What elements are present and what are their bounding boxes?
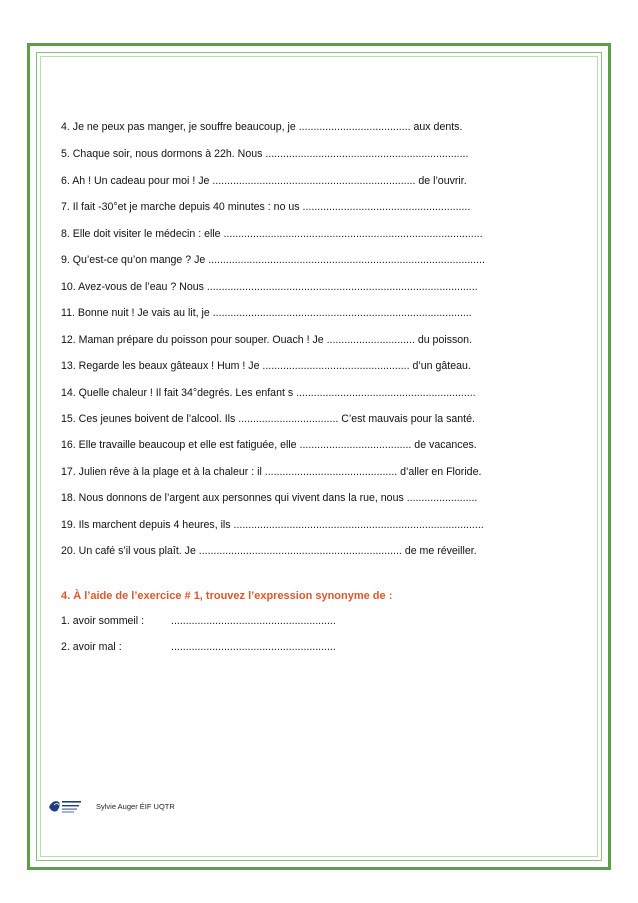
sentence-17: 17. Julien rêve à la plage et à la chaleur : il ............................................. d’aller en Floride. (61, 466, 482, 478)
sentence-12: 12. Maman prépare du poisson pour souper. Ouach ! Je .............................. du poisson. (61, 334, 473, 346)
synonym-item-1-label: 1. avoir sommeil : (61, 615, 145, 627)
footer-author: Sylvie Auger ÉIF UQTR (96, 802, 175, 811)
sentence-8: 8. Elle doit visiter le médecin : elle ........................................................................................ (61, 228, 483, 240)
sentence-20: 20. Un café s’il vous plaît. Je ..................................................................... de me réveiller. (61, 545, 477, 557)
synonym-item-1-blank: ........................................................ (171, 615, 336, 627)
sentence-7: 7. Il fait -30°et je marche depuis 40 minutes : no us ......................................................... (61, 201, 471, 213)
sentence-10: 10. Avez-vous de l’eau ? Nous ............................................................................................ (61, 281, 478, 293)
sentence-14: 14. Quelle chaleur ! Il fait 34°degrés. Les enfant s ............................................................. (61, 387, 476, 399)
sentence-9: 9. Qu’est-ce qu’on mange ? Je .............................................................................................. (61, 254, 485, 266)
sentence-16: 16. Elle travaille beaucoup et elle est fatiguée, elle ...................................... de vacances. (61, 439, 477, 451)
sentence-19: 19. Ils marchent depuis 4 heures, ils ..................................................................................... (61, 519, 484, 531)
sentence-4: 4. Je ne peux pas manger, je souffre beaucoup, je ...................................... aux dents. (61, 121, 463, 133)
exercise-4-heading: 4. À l’aide de l’exercice # 1, trouvez l’expression synonyme de : (61, 590, 393, 602)
sentence-13: 13. Regarde les beaux gâteaux ! Hum ! Je .................................................. d’un gâteau. (61, 360, 471, 372)
school-logo-icon (48, 797, 82, 815)
sentence-11: 11. Bonne nuit ! Je vais au lit, je ........................................................................................ (61, 307, 472, 319)
synonym-item-2-label: 2. avoir mal : (61, 641, 122, 653)
sentence-5: 5. Chaque soir, nous dormons à 22h. Nous ..................................................................... (61, 148, 469, 160)
sentence-15: 15. Ces jeunes boivent de l’alcool. Ils .................................. C’est mauvais pour la santé. (61, 413, 475, 425)
sentence-6: 6. Ah ! Un cadeau pour moi ! Je ..................................................................... de l’ouvrir. (61, 175, 467, 187)
synonym-item-2-blank: ........................................................ (171, 641, 336, 653)
sentence-18: 18. Nous donnons de l’argent aux personnes qui vivent dans la rue, nous ........................ (61, 492, 478, 504)
